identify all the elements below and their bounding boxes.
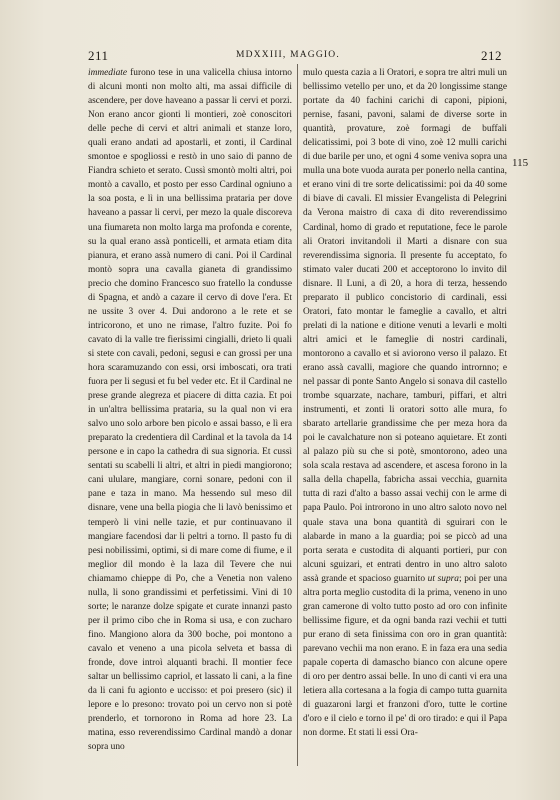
lead-word: immediate	[88, 68, 128, 78]
right-column-body-b: ; poi per una altra porta meglio custodita di la prima, veneno in uno gran camerone di volto tutto posto ad oro con infinite bellissime figure, et da ogni banda razi vechii et tutti pur erano di seta finissima con oro in gran quantità: parevano vechii ma non erano. E in faza era una sedia papale coperta di damascho bianco con alcune opere di oro per dentro assai belle. In uno di canti vi era una letiera alla cortesana a la fogia di campo tutta guarnita di guazaroni largi et franzoni d'oro, tutte le cortine d'oro e il cielo e torno il pe' di oro tirado: e qui il Papa non dorme. Et stati li essi Ora-	[303, 573, 507, 739]
column-divider	[297, 64, 298, 766]
page-number-right: 212	[481, 48, 502, 63]
left-column-body: furono tese in una valicella chiusa intorno di alcuni monti non molto alti, ma assai difficile di ascendere, per dove haveano a passar li cervi et porzi. Non erano ancor gionti li montieri, zoè conoscitori delle peche di cervi et altri animali et stanze loro, quali erano andati ad apostarli, et zonti, il Cardinal smontoe e spogliossi e restò in uno saio di panno de Fiandra schieto et serato. Cussì smontò molti altri, poi montò a cavallo, et posto per esso Cardinal ogniuno a la soa posta, e lì in una bellissima prataria per dove haveano a passar li cervi, per mezo la quale discoreva una fiumareta non molto larga ma profonda e corente, su la qual erano assà ponticelli, et armata etiam dita pianura, et erano assà numero di cani. Poi il Cardinal montò sopra una cavalla gianeta di grandissimo precio che domino Francesco suo fratello la condusse di Spagna, et andò a cazare il cervo di dove l'era. Et ne ussite 3 over 4. Dui andorono a le rete et se intricorono, et uno ne rimase, l'altro fuzite. Poi fo cavato di la valle tre fierissimi cingialli, drieto li quali si stete con cavali, pedoni, segusi e can grossi per una hora scaramuzando con essi, orsi imboscati, ora trati fuora per li segusi et fu bel veder etc. Et il Cardinal ne prese grande alegreza et piacere di ditta cazia. Et poi in un'altra bellissima prataria, su la qual non vi era salvo uno solo arbore ben picolo e assai basso, e lì era preparato la credentiera dil Cardinal et la tavola da 14 persone e in capo la cathedra di sua signoria. Et cussì sentati su scabelli li altri, et altri in piedi mangiorono; cani ululare, mangiare, corni sonare, pedoni con il pane e taza in mano. Ma hessendo sul meso dil disnare, vene una bella piogia che li lavò benissimo et temperò li vini nelle tazie, et pur continuavano il mangiare facendosi dar li peltri a torno. Il pasto fu di pesi nobilissimi, optimi, si di mare come di fiume, e il meglior dil mondo è la laza dil Tevere che nui chiamamo chieppe di Po, che a Venetia non valeno nulla, li sono grandissimi et perfetissimi. Vini di 10 sorte; le naranze dolze spigate et curate innanzi pasto per il primo cibo che in Roma si usa, e con zucharo fino. Mangiono alora da 300 boche, poi montono a cavalo et veneno a una picola selveta et bassa di fronde, dove introì alquanti brachi. Il montier fece saltar un bellissimo capriol, et lassato li cani, a la fine da li cani fu agionto e uccisso: et poi presero (sic) il lepore e lo presono: trovato poi un cervo non si potè prenderlo, et tornorono in Roma ad hore 23. La matina, esso reverendissimo Cardinal mandò a donar sopra uno	[88, 68, 292, 753]
left-column	[88, 66, 292, 772]
right-column-text	[303, 66, 507, 740]
running-title: MDXXIII, MAGGIO.	[236, 50, 340, 60]
left-column-text	[88, 66, 292, 754]
right-column-body-a: mulo questa cazia a li Oratori, e sopra tre altri muli un bellissimo vetello per uno, et da 20 longissime stange portate da 40 fachini carichi di caponi, pipioni, pernise, fasani, pavoni, salami de diverse sorte in quantità, provature, zoè formagi de buffali delicatissimi, poi 3 bote di vino, zoè 12 mulli carichi di due barile per uno, et ogni 4 some veniva sopra una mulla una bote vuoda aurata per ponerlo nella cantina, et erano vini di tre sorte delicatissimi: poi da 40 some di biave di cavali. El missier Evangelista di Pelegrini da Verona maistro di caxa di dito reverendissimo Cardinal, homo di grado et reputatione, fece le parole ali Oratori invitandoli il Marti a disnare con sua reverendissima signoria. Il presente fu acceptato, fo stimato valer ducati 200 et acceptorono lo invito dil disnare. Il Luni, a dì 20, a hora di terza, hessendo preparato il publico concistorio di cardinali, essi Oratori, fato montar le fameglie a cavallo, et altri prelati di la natione e ditione venuti a levarli e molti altri amici et le fameglie di nostri cardinali, montorono a cavallo et si aviorono verso il palazo. Et erano assà cavalli, magiore che quando intrornno; e nel passar di ponte Santo Angelo si sonava dil castello trombe squarzate, nachare, tamburi, piffari, et altri instrumenti, et zonti li oratori sotto alle mura, fo sbarato artellarie grandissime che per meza hora da poi le cavalchature non si poteano aquietare. Et zonti al palazo più su che si potè, smontorono, adeo una sola scala restava ad ascendere, et ascesa forono in la salla della chapella, fabricha assai vecchia, guarnita tutta di razi d'alto a basso assai vechij con le arme di papa Paulo. Poi introrono in uno altro saloto novo nel quale stava una bona quantità di sguirari con le alabarde in mano a la guardia; poi se piccò ad una porta serata e custodita di alquanti portieri, pur con alcuni sguizari, et entrati dentro in uno altro saloto assà grande et spacioso guarnito	[303, 68, 507, 584]
margin-column-number: 115	[512, 157, 529, 169]
page-number-left: 211	[88, 48, 109, 63]
right-column	[303, 66, 507, 772]
running-head	[88, 48, 502, 64]
right-column-emphasis: ut supra	[427, 573, 459, 584]
